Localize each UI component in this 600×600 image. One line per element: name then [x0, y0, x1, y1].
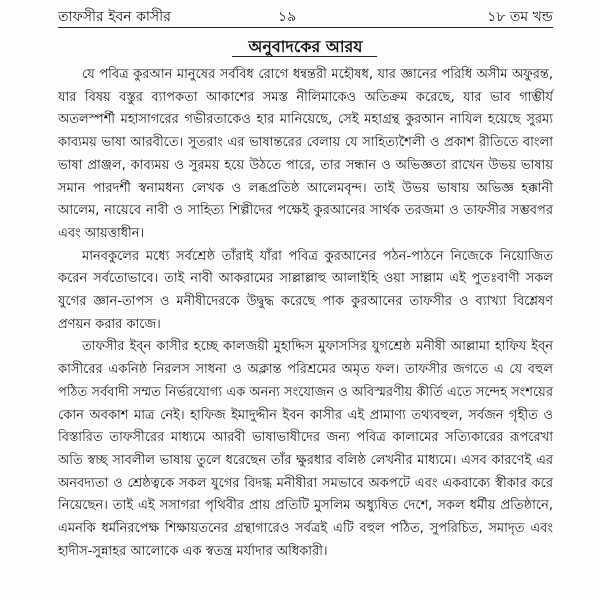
running-header — [58, 2, 553, 24]
body-text — [58, 64, 553, 563]
paragraph: মানবকুলের মধ্যে সর্বশ্রেষ্ঠ তাঁরাই যাঁরা পবিত্র কুরআনের পঠন-পাঠনে নিজেকে নিয়োজিত করেন সর্বতোভাবে। তাই নাবী আকরামের সাল্লাল্লাহু আলাইহি ওয়া সাল্লাম এই পুতঃবাণী সকল যুগের জ্ঞান-তাপস ও মনীষীদেরকে উদ্বুদ্ধ করেছে পাক কুরআনের তাফসীর ও ব্যাখ্যা বিশ্লেষণ প্রণয়ন করার কাজে। — [58, 248, 553, 332]
volume-label: ১৮ তম খন্ড — [487, 9, 553, 25]
title-underline — [232, 56, 377, 57]
paragraph: যে পবিত্র কুরআন মানুষের সর্ববিধ রোগে ধন্বন্তরী মহৌষধ, যার জ্ঞানের পরিধি অসীম অফুরন্ত, যার বিষয় বস্তুর ব্যাপকতা আকাশের সমস্ত নীলিমাকেও অতিক্রম করেছে, যার ভাব গাম্ভীর্য অতলস্পর্শী মহাসাগরের গভীরতাকেও হার মানিয়েছে, সেই মহাগ্রন্থ কুরআন নাযিল হয়েছে সুরম্য কাব্যময় ভাষা আরবীতে। সুতরাং এর ভাষান্তরের বেলায় যে সাহিত্যশৈলী ও প্রকাশ রীতিতে বাংলা ভাষা প্রাঞ্জল, কাব্যময় ও সুরময় হয়ে উঠতে পারে, তার সন্ধান ও অভিজ্ঞতা রাখেন উভয় ভাষায় সমান পারদর্শী স্বনামধন্য লেখক ও লব্ধপ্রতিষ্ঠ আলেমবৃন্দ। তাই উভয় ভাষায় অভিজ্ঞ হক্কানী আলেম, নায়েবে নাবী ও সাহিত্য শিল্পীদের পক্ষেই কুরআনের সার্থক তরজমা ও তাফসীর সম্ভবপর এবং আয়ত্তাধীন। — [58, 67, 553, 241]
section-title: অনুবাদকের আরয — [248, 37, 363, 56]
paragraph: তাফসীর ইব্‌ন কাসীর হচ্ছে কালজয়ী মুহাদ্দিস মুফাসসির যুগশ্রেষ্ঠ মনীষী আল্লামা হাফিয ইব্‌ন কাসীরের একনিষ্ঠ নিরলস সাধনা ও অক্লান্ত পরিশ্রমের অমৃত ফল। তাফসীর জগতে এ যে বহুল পঠিত সর্ববাদী সম্মত নির্ভরযোগ্য এক অনন্য সংযোজন ও অবিস্মরণীয় কীর্তি এতে সন্দেহ সংশয়ের কোন অবকাশ মাত্র নেই। হাফিজ ইমাদুদ্দীন ইবন কাসীর এই প্রামাণ্য তথ্যবহুল, সর্বজন গৃহীত ও বিস্তারিত তাফসীরের মাধ্যমে আরবী ভাষাভাষীদের জন্য পবিত্র কালামের সত্যিকারের রূপরেখা অতি স্বচ্ছ সাবলীল ভাষায় তুলে ধরেছেন তাঁর ক্ষুরধার বলিষ্ঠ লেখনীর মাধ্যমে। এসব কারণেই এর অনবদ্যতা ও শ্রেষ্ঠত্বকে সকল যুগের বিদগ্ধ মনীষীরা সমভাবে অকপটে এবং একবাক্যে স্বীকার করে নিয়েছেন। তাই এই সসাগরা পৃথিবীর প্রায় প্রতিটি মুসলিম অধ্যুষিত দেশে, সকল ধর্মীয় প্রতিষ্ঠানে, এমনকি ধর্মনিরপেক্ষ শিক্ষায়তনের গ্রন্থাগারেও সর্বত্রই এটি বহুল পঠিত, সুপরিচিত, সমাদৃত এবং হাদীস-সুন্নাহর আলোকে এক স্বতন্ত্র মর্যাদার অধিকারী। — [58, 339, 553, 559]
header-divider — [58, 27, 553, 28]
page-number: ১৯ — [278, 9, 297, 25]
book-title: তাফসীর ইবন কাসীর — [58, 9, 171, 25]
